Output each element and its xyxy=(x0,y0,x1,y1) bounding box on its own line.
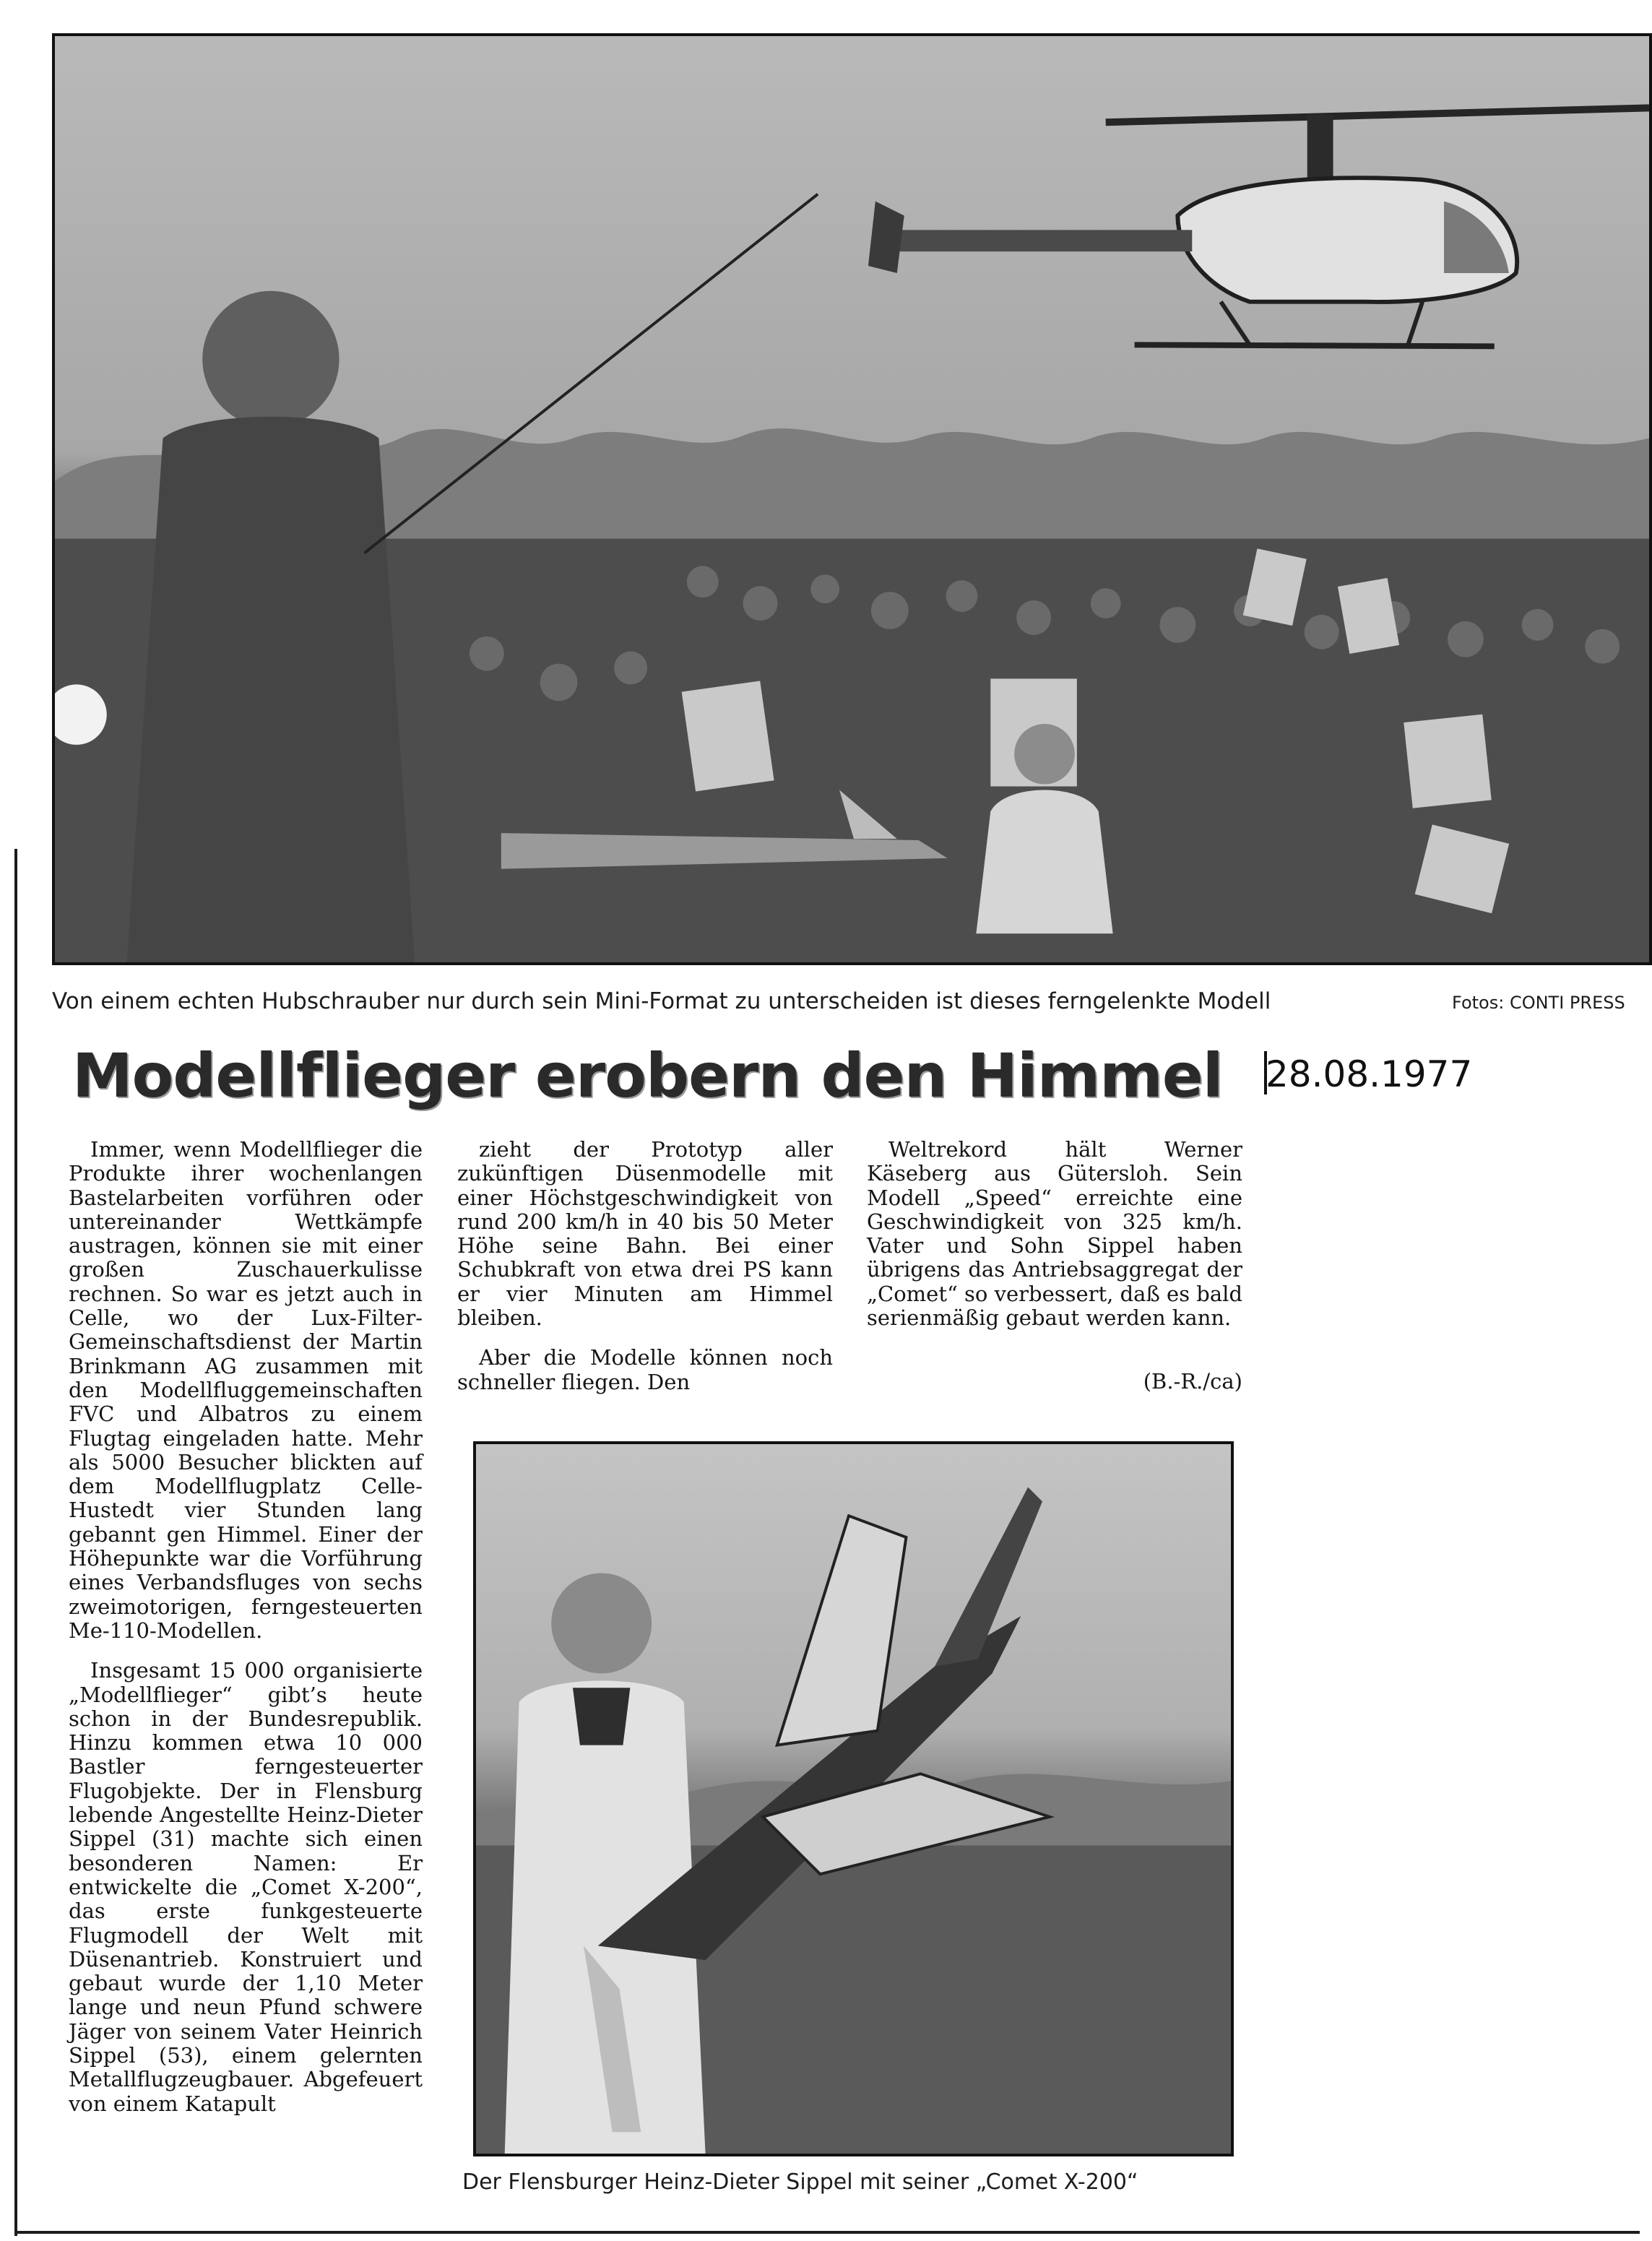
article-paragraph: Weltrekord hält Werner Käseberg aus Gütersloh. Sein Modell „Speed“ erreichte eine Geschwindigkeit von 325 km/h. Vater und Sohn Sippel haben übrigens das Antriebsaggregat der „Comet“ so verbessert, daß es bald serienmäßig gebaut werden kann. xyxy=(867,1137,1243,1331)
article-paragraph: Aber die Modelle können noch schneller fliegen. Den xyxy=(457,1345,833,1394)
article-paragraph: zieht der Prototyp aller zukünftigen Düsenmodelle mit einer Höchstgeschwindigkeit von rund 200 km/h in 40 bis 50 Meter Höhe seine Bahn. Bei einer Schubkraft von etwa drei PS kann er vier Minuten am Himmel bleiben. xyxy=(457,1137,833,1331)
article-byline: (B.-R./ca) xyxy=(1143,1369,1242,1394)
bottom-photo-caption: Der Flensburger Heinz-Dieter Sippel mit seiner „Comet X-200“ xyxy=(462,2169,1138,2195)
article-paragraph: Immer, wenn Modellflieger die Produkte ihrer wochenlangen Bastelarbeiten vorführen oder untereinander Wettkämpfe austragen, können sie mit einer großen Zuschauerkulisse rechnen. So war es jetzt auch in Celle, wo der Lux-Filter-Gemeinschaftsdienst der Martin Brinkmann AG zusammen mit den Modellfluggemeinschaften FVC und Albatros zu einem Flugtag eingeladen hatte. Mehr als 5000 Besucher blickten auf dem Modellflugplatz Celle-Hustedt vier Stunden lang gebannt gen Himmel. Einer der Höhepunkte war die Vorführung eines Verbandsfluges von sechs zweimotorigen, ferngesteuerten Me-110-Modellen. xyxy=(69,1137,423,1643)
date-stamp: 28.08.1977 xyxy=(1266,1053,1473,1095)
top-photo-caption: Von einem echten Hubschrauber nur durch sein Mini-Format zu unterscheiden ist dieses ferngelenkte Modell xyxy=(52,988,1271,1014)
helicopter-photo xyxy=(52,33,1652,965)
article-headline: Modellflieger erobern den Himmel xyxy=(72,1040,1223,1111)
page-border-bottom xyxy=(14,2231,1640,2234)
comet-model-photo xyxy=(473,1441,1234,2156)
article-column-2 xyxy=(457,1138,833,1394)
article-column-1 xyxy=(69,1138,423,2116)
article-column-3 xyxy=(867,1138,1242,1330)
photo-credit: Fotos: CONTI PRESS xyxy=(1452,993,1625,1013)
article-paragraph: Insgesamt 15 000 organisierte „Modellflieger“ gibt’s heute schon in der Bundesrepublik. Hinzu kommen etwa 10 000 Bastler ferngesteuerter Flugobjekte. Der in Flensburg lebende Angestellte Heinz-Dieter Sippel (31) machte sich einen besonderen Namen: Er entwickelte die „Comet X-200“, das erste funkgesteuerte Flugmodell der Welt mit Düsenantrieb. Konstruiert und gebaut wurde der 1,10 Meter lange und neun Pfund schwere Jäger von seinem Vater Heinrich Sippel (53), einem gelernten Metallflugzeugbauer. Abgefeuert von einem Katapult xyxy=(69,1658,423,2116)
comet-scene-illustration xyxy=(476,1444,1231,2154)
page-border-left xyxy=(14,849,17,2236)
helicopter-scene-illustration xyxy=(55,36,1649,962)
